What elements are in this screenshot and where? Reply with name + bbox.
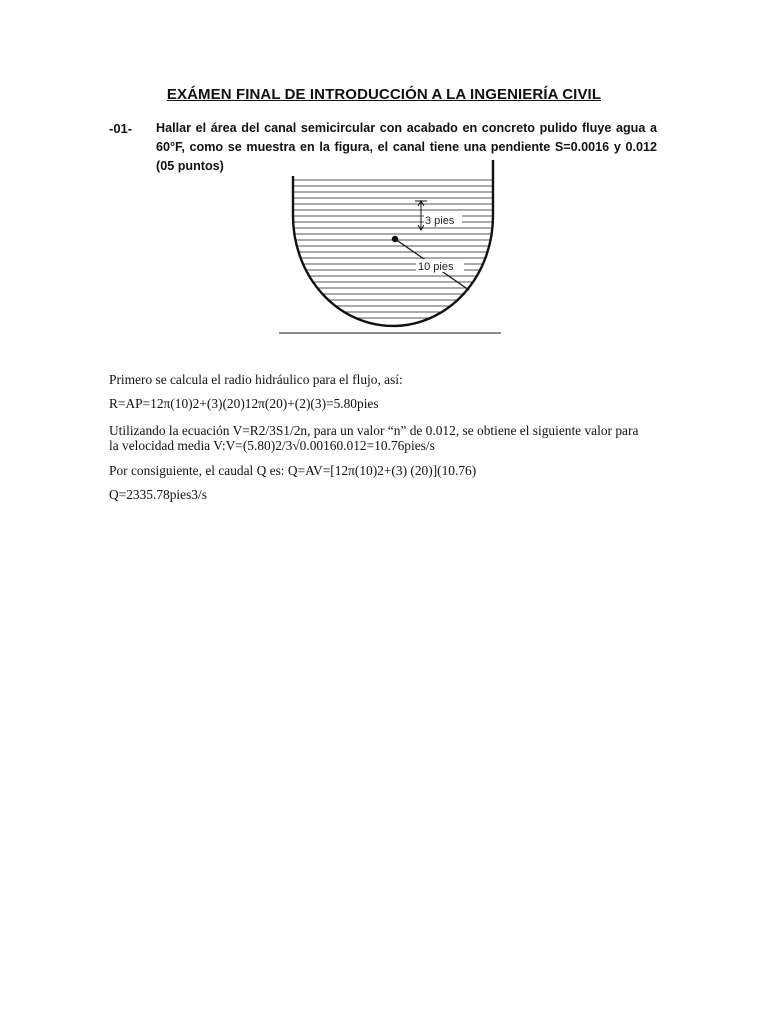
question-number: -01- (109, 121, 133, 136)
solution-line-5: Q=2335.78pies3/s (109, 487, 207, 502)
radius-label: 10 pies (418, 261, 454, 273)
solution-line-3: Utilizando la ecuación V=R2/3S1/2n, para un valor “n” de 0.012, se obtiene el siguiente valor para la velocidad media V:V=(5.80)2/3√0.00160.012=10.76pies/s (109, 423, 639, 453)
depth-label: 3 pies (425, 215, 455, 227)
channel-figure (279, 156, 501, 340)
exam-title: EXÁMEN FINAL DE INTRODUCCIÓN A LA INGENIERÍA CIVIL (166, 86, 602, 103)
solution-line-4: Por consiguiente, el caudal Q es: Q=AV=[12π(10)2+(3) (20)](10.76) (109, 463, 477, 478)
solution-line-1: Primero se calcula el radio hidráulico para el flujo, así: (109, 372, 403, 387)
semicircular-channel-diagram (279, 156, 501, 340)
channel-wall (293, 160, 493, 326)
question-text: Hallar el área del canal semicircular con acabado en concreto pulido fluye agua a 60°F, como se muestra en la figura, el canal tiene una pendiente S=0.0016 y 0.012 (05 puntos) (156, 121, 657, 173)
solution-line-2: R=AP=12π(10)2+(3)(20)12π(20)+(2)(3)=5.80pies (109, 396, 379, 411)
water-hatching (293, 180, 493, 318)
